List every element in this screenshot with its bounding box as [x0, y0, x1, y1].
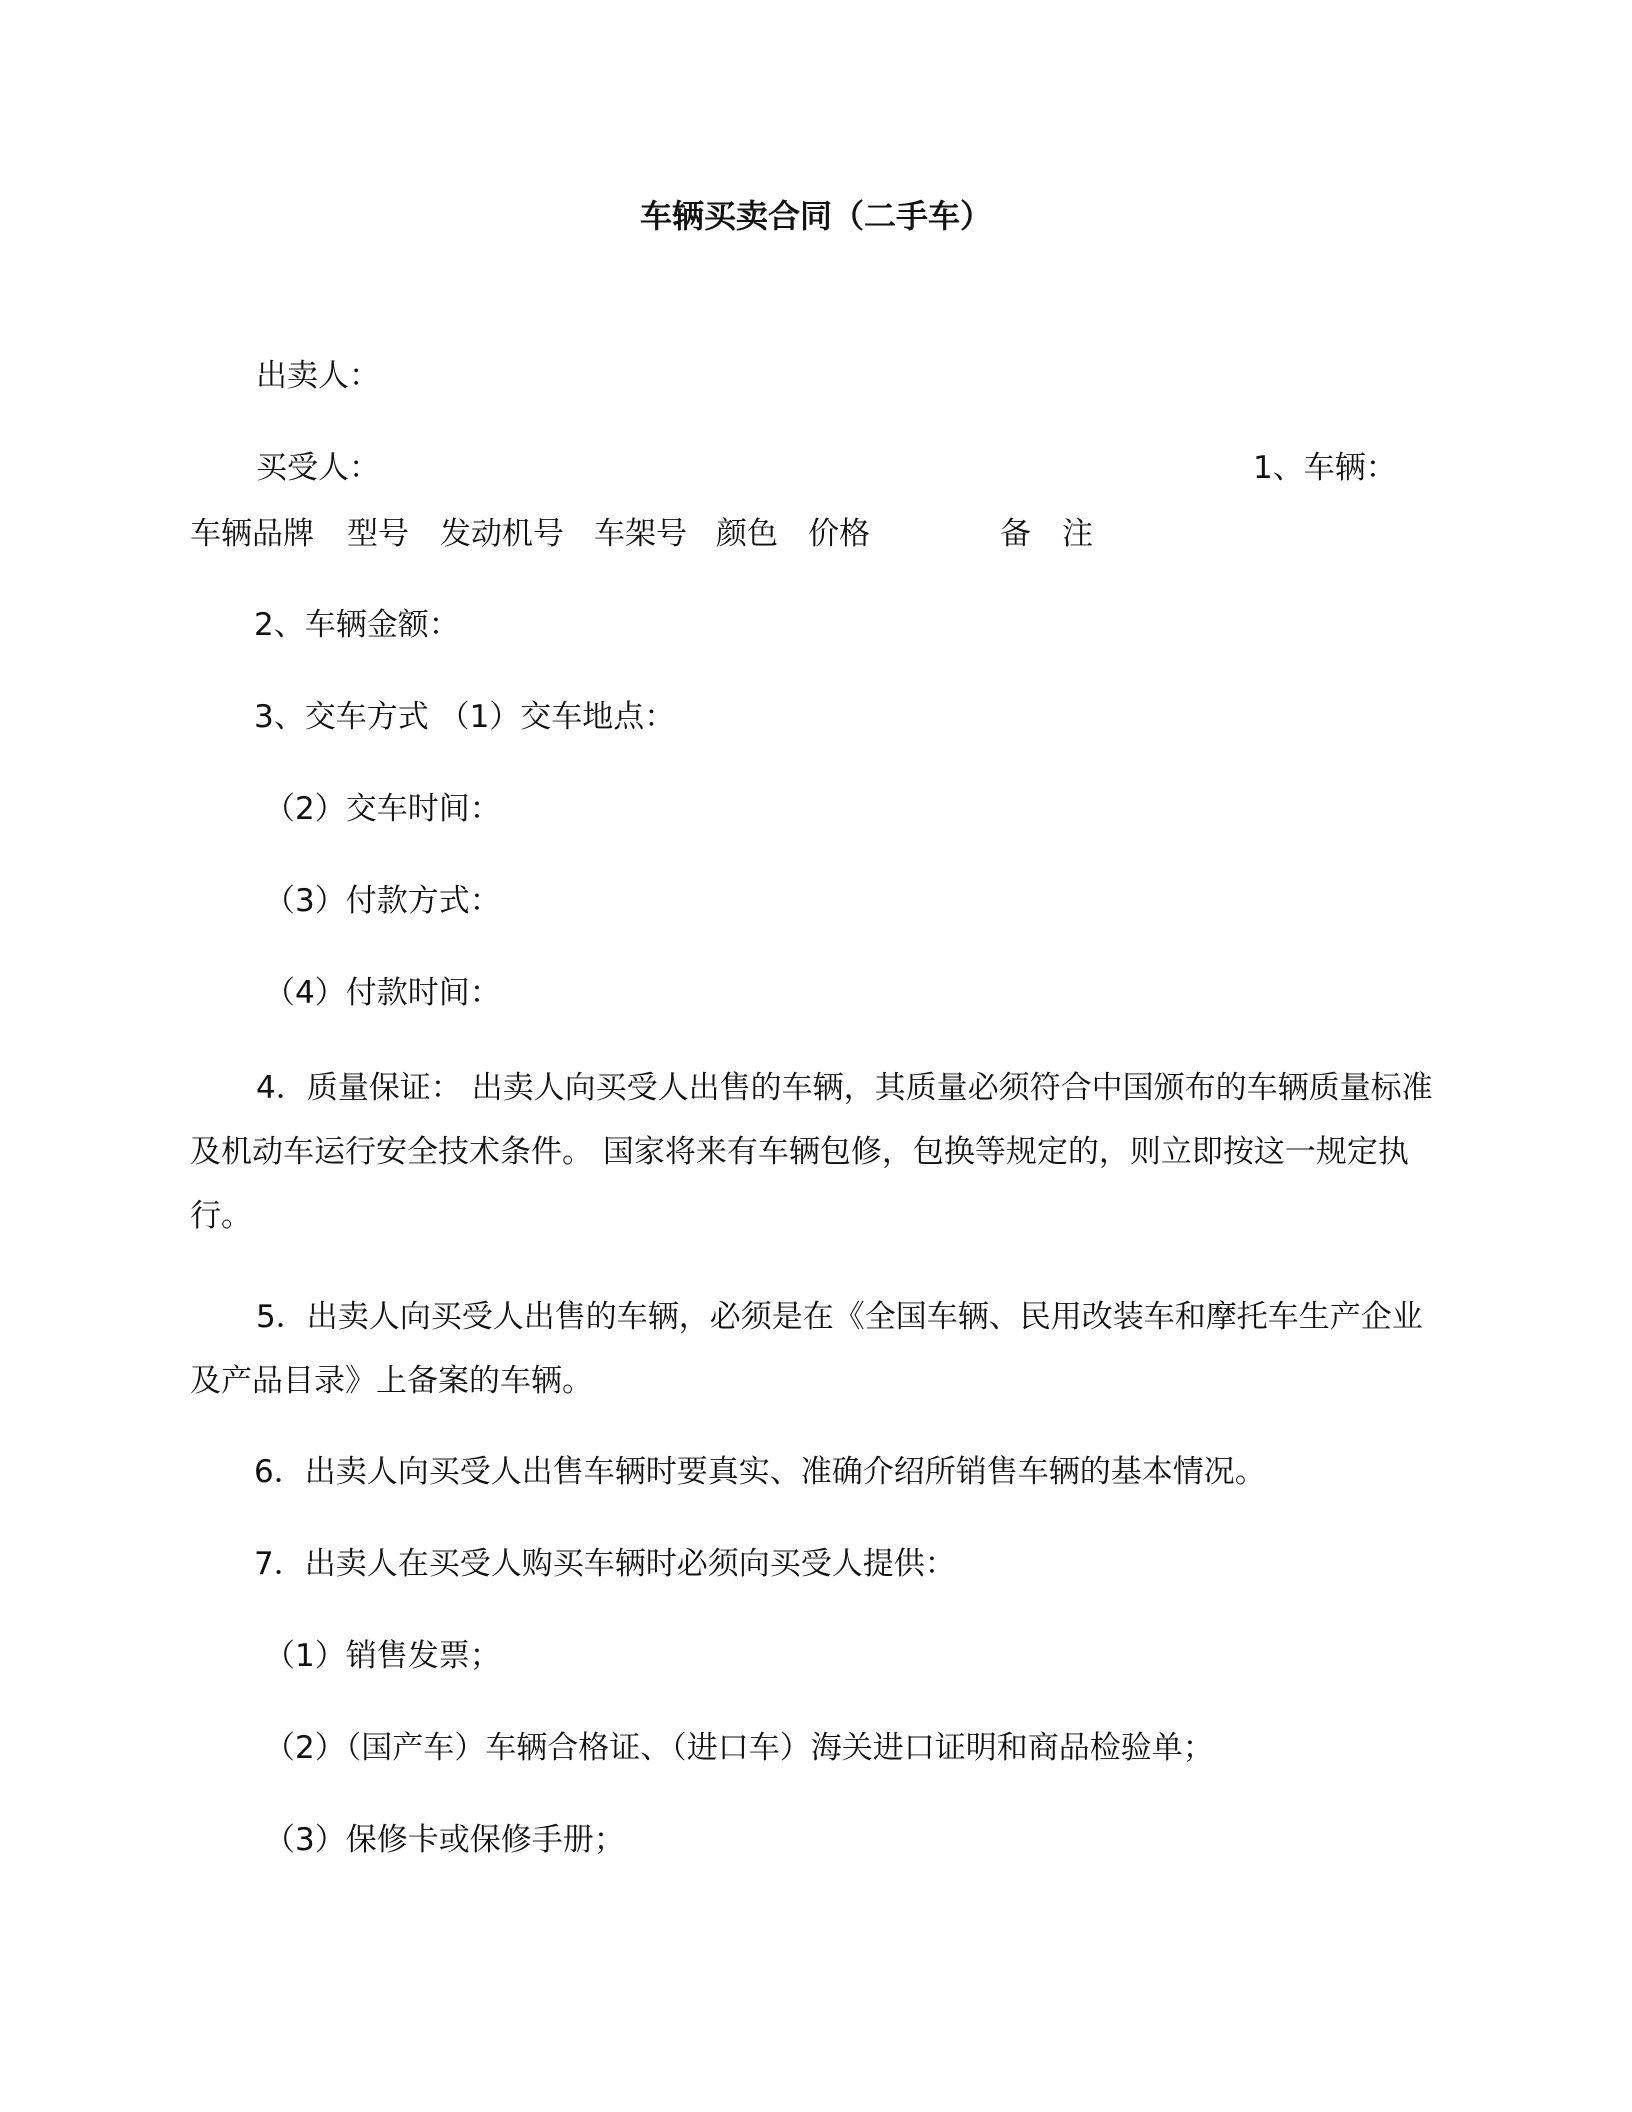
- item-4-quality: 4．质量保证： 出卖人向买受人出售的车辆，其质量必须符合中国颁布的车辆质量标准及机动车运行安全技术条件。 国家将来有车辆包修，包换等规定的，则立即按这一规定执行。: [190, 1070, 1433, 1234]
- item-6: 6．出卖人向买受人出售车辆时要真实、准确介绍所销售车辆的基本情况。: [254, 1454, 1266, 1490]
- item-3-sub-2: （2）交车时间：: [264, 791, 501, 827]
- item-7: 7．出卖人在买受人购买车辆时必须向买受人提供：: [254, 1546, 956, 1582]
- document-title: 车辆买卖合同（二手车）: [639, 197, 992, 235]
- item-7-sub-2: （2）（国产车）车辆合格证、（进口车）海关进口证明和商品检验单；: [264, 1730, 1214, 1766]
- header-brand: 车辆品牌: [190, 516, 314, 552]
- item-7-sub-1: （1）销售发票；: [264, 1638, 501, 1674]
- item-5: 5．出卖人向买受人出售的车辆，必须是在《全国车辆、民用改装车和摩托车生产企业及产品目录》上备案的车辆。: [190, 1299, 1423, 1399]
- header-engine-number: 发动机号: [440, 516, 564, 552]
- buyer-label: 买受人：: [256, 450, 380, 486]
- header-price: 价格: [808, 516, 870, 552]
- item-3-sub-3: （3）付款方式：: [264, 883, 501, 919]
- header-frame-number: 车架号: [594, 516, 687, 552]
- seller-label: 出卖人：: [256, 358, 380, 394]
- header-model: 型号: [347, 516, 409, 552]
- item-3-delivery: 3、交车方式 （1）交车地点：: [254, 699, 676, 735]
- vehicle-table-header-row: [0, 514, 1632, 554]
- header-remarks: 备 注: [1000, 516, 1093, 552]
- item-3-sub-4: （4）付款时间：: [264, 975, 501, 1011]
- header-color: 颜色: [716, 516, 778, 552]
- item-2-amount: 2、车辆金额：: [254, 607, 460, 643]
- item-7-sub-3: （3）保修卡或保修手册；: [264, 1822, 625, 1858]
- vehicle-section-label: 1、车辆：: [1253, 450, 1397, 486]
